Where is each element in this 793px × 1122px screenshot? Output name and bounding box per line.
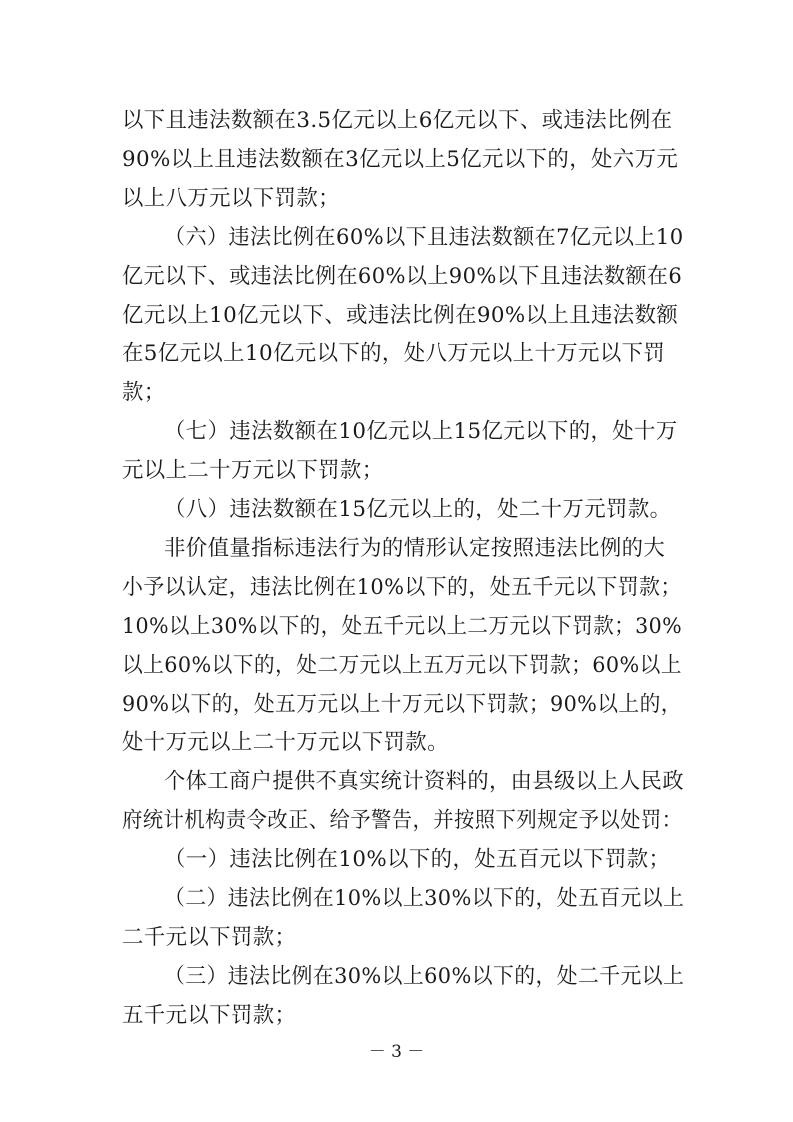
text-line: （七）违法数额在10亿元以上15亿元以下的，处十万 (164, 419, 678, 445)
text-line: 亿元以上10亿元以下、或违法比例在90%以上且违法数额 (122, 302, 679, 328)
text-line: 在5亿元以上10亿元以下的，处八万元以上十万元以下罚 (122, 341, 666, 367)
text-line: 款； (122, 380, 166, 406)
text-line: 90%以下的，处五万元以上十万元以下罚款；90%以上的， (122, 691, 682, 717)
text-line: （三）违法比例在30%以上60%以下的，处二千元以上 (164, 963, 685, 989)
text-line: 处十万元以上二十万元以下罚款。 (122, 730, 449, 756)
text-line: 以上60%以下的，处二万元以上五万元以下罚款；60%以上 (122, 652, 682, 678)
text-line: 以上八万元以下罚款； (122, 185, 340, 211)
text-line: （八）违法数额在15亿元以上的，处二十万元罚款。 (164, 497, 672, 522)
text-line: 90%以上且违法数额在3亿元以上5亿元以下的，处六万元 (122, 146, 679, 172)
text-line: 10%以上30%以下的，处五千元以上二万元以下罚款；30% (122, 613, 683, 639)
text-line: （一）违法比例在10%以下的，处五百元以下罚款； (164, 847, 671, 873)
text-line: （六）违法比例在60%以下且违法数额在7亿元以上10 (164, 224, 684, 250)
text-line: 亿元以下、或违法比例在60%以上90%以下且违法数额在6 (122, 263, 683, 289)
page-number: － 3 － (368, 1042, 425, 1062)
text-line: 以下且违法数额在3.5亿元以上6亿元以下、或违法比例在 (122, 108, 673, 133)
text-line: 个体工商户提供不真实统计资料的，由县级以上人民政 (164, 769, 685, 795)
text-line: 元以上二十万元以下罚款； (122, 458, 384, 484)
text-line: 五千元以下罚款； (122, 1002, 297, 1028)
text-line: 非价值量指标违法行为的情形认定按照违法比例的大 (164, 535, 666, 561)
text-line: （二）违法比例在10%以上30%以下的，处五百元以上 (164, 886, 685, 911)
text-line: 府统计机构责令改正、给予警告，并按照下列规定予以处罚： (122, 808, 683, 834)
text-line: 二千元以下罚款； (122, 924, 297, 950)
text-line: 小予以认定，违法比例在10%以下的，处五千元以下罚款； (122, 574, 682, 600)
